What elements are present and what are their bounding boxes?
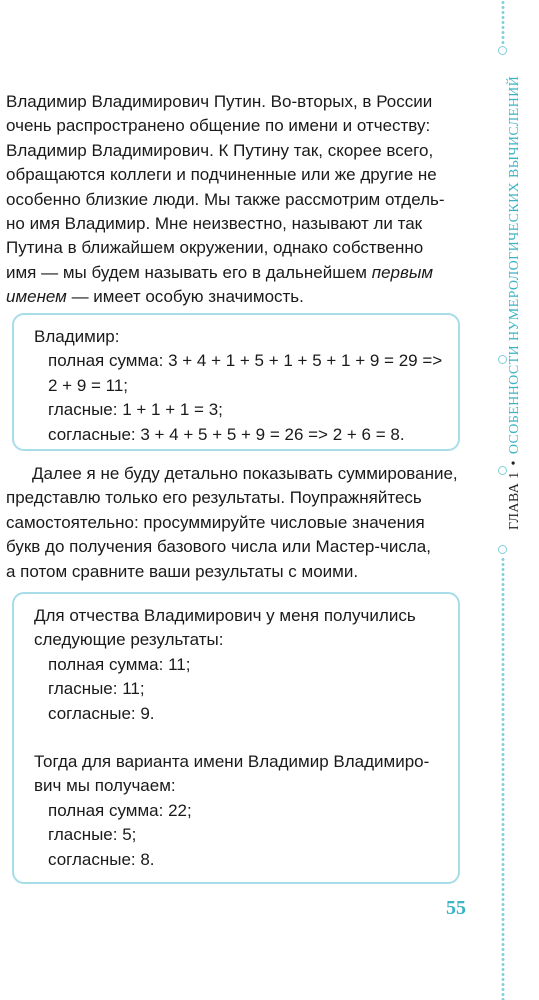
ring-marker <box>498 46 507 55</box>
text-line: Владимир Владимирович Путин. Во-вторых, в России <box>6 92 433 111</box>
full-sum-line: полная сумма: 11; <box>48 654 191 674</box>
text-line: Путина в ближайшем окружении, однако собственно <box>6 238 424 258</box>
full-sum-line: полная сумма: 3 + 4 + 1 + 5 + 1 + 5 + 1 + 9 = 29 => <box>48 351 443 371</box>
text-line <box>6 285 470 309</box>
box-intro-line: Тогда для варианта имени Владимир Владимиро- <box>34 752 430 772</box>
box-intro-line: вич мы получаем: <box>34 776 176 796</box>
box-intro-line: следующие результаты: <box>34 630 224 650</box>
consonants-line: согласные: 9. <box>48 703 155 723</box>
text-line: а потом сравните ваши результаты с моими. <box>6 561 359 581</box>
text-line <box>6 261 470 285</box>
chapter-label: ГЛАВА 1 <box>507 471 522 530</box>
italic-term: именем <box>6 287 67 307</box>
box-intro-line: Для отчества Владимирович у меня получились <box>34 606 416 625</box>
running-header <box>507 76 523 530</box>
section-title: ОСОБЕННОСТИ НУМЕРОЛОГИЧЕСКИХ ВЫЧИСЛЕНИЙ <box>507 75 522 455</box>
paragraph-intro <box>6 90 470 310</box>
text-line: очень распространено общение по имени и отчеству: <box>6 116 431 136</box>
text-segment: — имеет особую значимость. <box>66 287 304 307</box>
vowels-line: гласные: 11; <box>48 679 145 699</box>
bullet-separator: • <box>507 460 522 466</box>
ring-marker <box>498 355 507 364</box>
full-sum-line: полная сумма: 22; <box>48 800 192 820</box>
dotted-line <box>501 557 505 1000</box>
calculation-box-patronymic <box>12 592 460 884</box>
box-title: Владимир: <box>34 327 120 346</box>
text-line: букв до получения базового числа или Мастер-числа, <box>6 537 431 557</box>
calculation-box-vladimir <box>12 313 460 451</box>
text-line: представлю только его результаты. Поупражняйтесь <box>6 488 422 508</box>
italic-term: первым <box>371 262 434 282</box>
consonants-line: согласные: 8. <box>48 849 155 869</box>
text-segment: имя — мы будем называть его в дальнейшем <box>6 262 372 282</box>
text-line: Владимир Владимирович. К Путину так, скорее всего, <box>6 140 434 160</box>
ring-marker <box>498 545 507 554</box>
consonants-line: согласные: 3 + 4 + 5 + 5 + 9 = 26 => 2 + 6 = 8. <box>48 424 405 444</box>
spacer <box>34 726 458 750</box>
ring-marker <box>498 466 507 475</box>
paragraph-exercise <box>6 462 470 584</box>
text-line: обращаются коллеги и подчиненные или же другие не <box>6 165 437 185</box>
text-line: но имя Владимир. Мне неизвестно, называют ли так <box>6 214 423 234</box>
dotted-line <box>501 0 505 46</box>
full-sum-continuation: 2 + 9 = 11; <box>48 375 129 395</box>
text-line: Далее я не буду детально показывать суммирование, <box>32 464 458 483</box>
vowels-line: гласные: 1 + 1 + 1 = 3; <box>48 400 223 420</box>
vowels-line: гласные: 5; <box>48 825 137 845</box>
text-line: особенно близкие люди. Мы также рассмотрим отдель- <box>6 189 445 209</box>
page-number: 55 <box>446 897 466 919</box>
text-line: самостоятельно: просуммируйте числовые значения <box>6 512 425 532</box>
